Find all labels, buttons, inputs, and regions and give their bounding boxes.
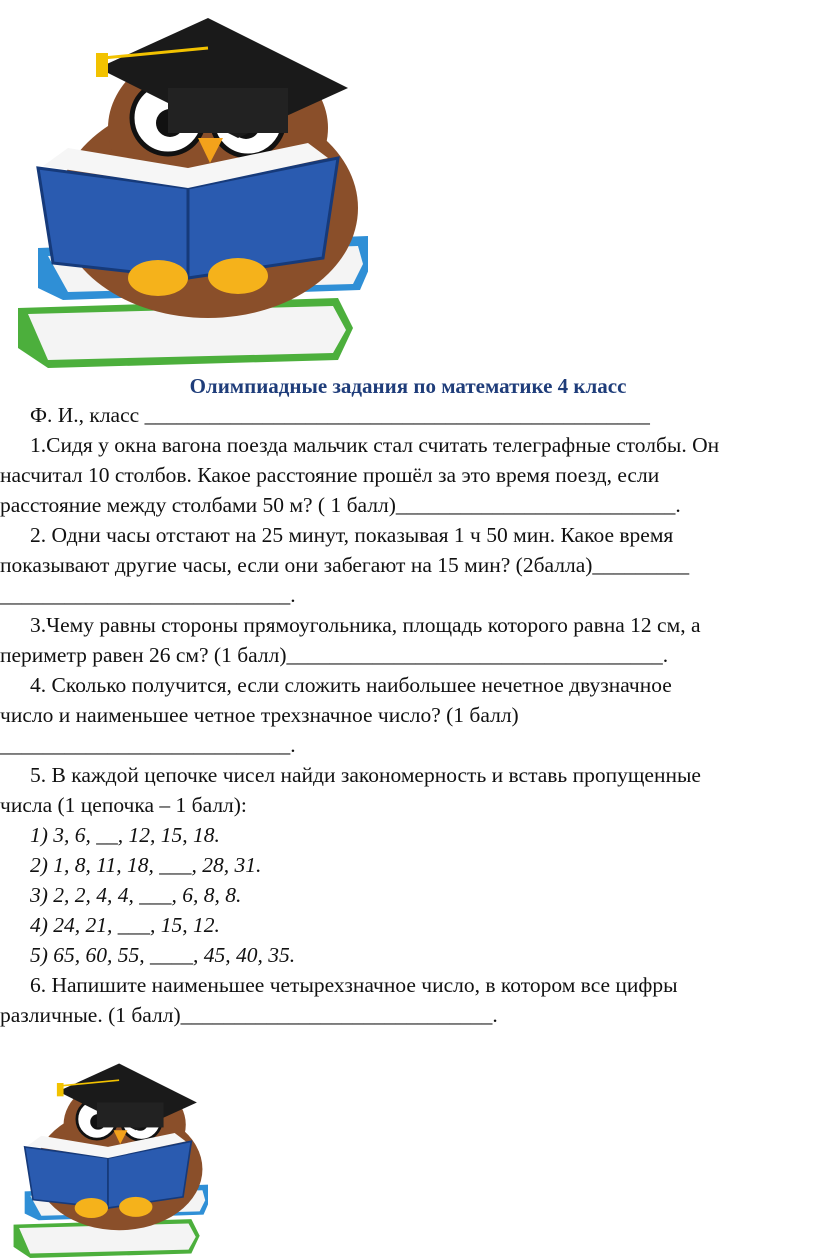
task6-line1: 6. Напишите наименьшее четырехзначное число, в котором все цифры [30, 973, 678, 997]
task3-line2: периметр равен 26 см? (1 балл)___________________________________. [0, 643, 669, 667]
task4-line1: 4. Сколько получится, если сложить наибольшее нечетное двузначное [30, 673, 672, 697]
task2-line2: показывают другие часы, если они забегают на 15 мин? (2балла)_________ [0, 553, 690, 577]
task4-line2: число и наименьшее четное трехзначное число? (1 балл) [0, 703, 519, 727]
task4-line3: ___________________________. [0, 733, 296, 757]
chain-item: 3) 2, 2, 4, 4, ___, 6, 8, 8. [30, 883, 242, 907]
student-name-line: Ф. И., класс _______________________________________________ [30, 403, 650, 427]
page-title: Олимпиадные задания по математике 4 класс [189, 374, 627, 398]
task2-line1: 2. Одни часы отстают на 25 минут, показывая 1 ч 50 мин. Какое время [30, 523, 674, 547]
task2-line3: ___________________________. [0, 583, 296, 607]
task5-line2: числа (1 цепочка – 1 балл): [0, 793, 247, 817]
owl-with-books-illustration [8, 8, 368, 368]
chain-item: 4) 24, 21, ___, 15, 12. [30, 913, 220, 937]
task1-line3: расстояние между столбами 50 м? ( 1 балл)__________________________. [0, 493, 681, 517]
chain-item: 5) 65, 60, 55, ____, 45, 40, 35. [30, 943, 296, 967]
task1-line2: насчитал 10 столбов. Какое расстояние прошёл за это время поезд, если [0, 463, 660, 487]
task3-line1: 3.Чему равны стороны прямоугольника, площадь которого равна 12 см, а [30, 613, 701, 637]
task5-line1: 5. В каждой цепочке чисел найди закономерность и вставь пропущенные [30, 763, 701, 787]
document-body [0, 400, 816, 1030]
chain-item: 1) 3, 6, __, 12, 15, 18. [30, 823, 220, 847]
task1-line1: 1.Сидя у окна вагона поезда мальчик стал считать телеграфные столбы. Он [30, 433, 720, 457]
task6-line2: различные. (1 балл)_____________________________. [0, 1003, 498, 1027]
owl-with-books-illustration-small [8, 1058, 208, 1258]
chain-item: 2) 1, 8, 11, 18, ___, 28, 31. [30, 853, 262, 877]
